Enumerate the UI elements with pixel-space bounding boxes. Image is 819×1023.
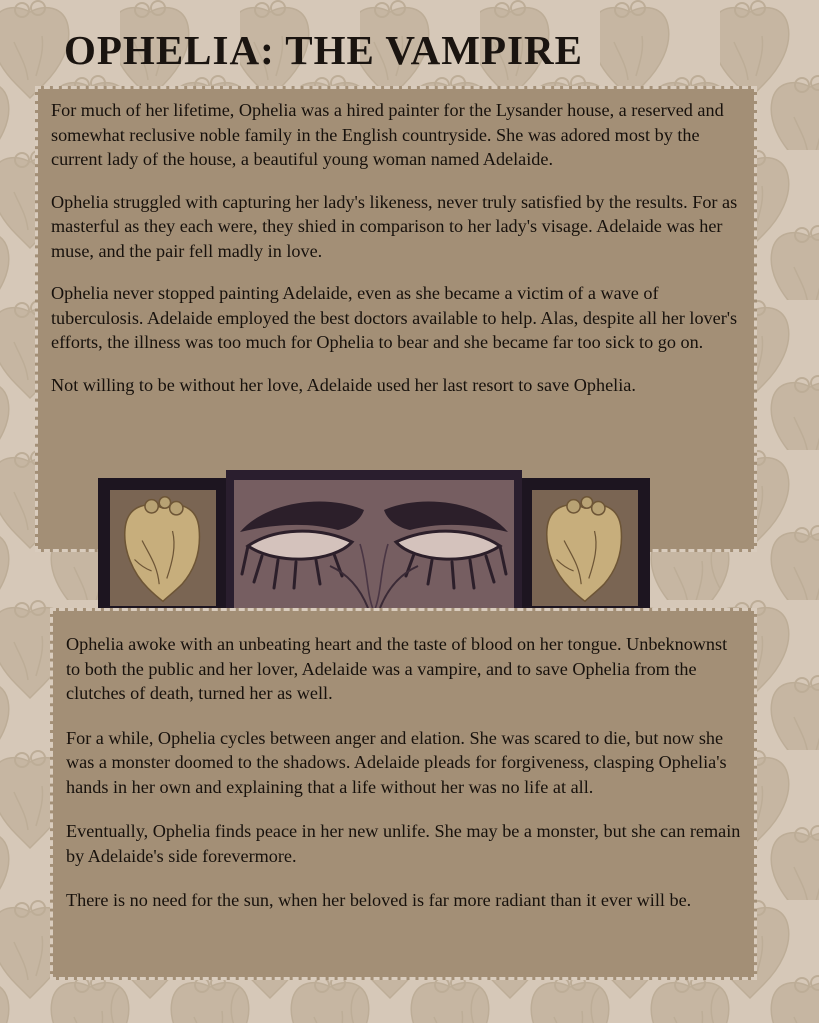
story-paragraph: There is no need for the sun, when her beloved is far more radiant than it ever will be. — [66, 890, 692, 910]
story-panel-bottom — [50, 608, 757, 980]
illustration-strip — [98, 470, 650, 622]
story-paragraph: Ophelia struggled with capturing her lady's likeness, never truly satisfied by the results. For as masterful as they each were, they shied in comparison to her lady's visage. Adelaide was her muse, and the pair fell madly in love. — [51, 191, 738, 261]
right-heart-panel — [520, 478, 650, 618]
story-paragraph: For much of her lifetime, Ophelia was a hired painter for the Lysander house, a reserved and somewhat reclusive noble family in the English countryside. She was adored most by the current lady of the house, a beautiful young woman named Adelaide. — [51, 100, 724, 169]
story-paragraph: Ophelia awoke with an unbeating heart and the taste of blood on her tongue. Unbeknownst to both the public and her lover, Adelaide was a vampire, and to save Ophelia from the clutches of death, turned her as well. — [66, 634, 728, 703]
vampire-eyes-panel — [226, 470, 522, 622]
story-paragraph: Ophelia never stopped painting Adelaide, even as she became a victim of a wave of tuberculosis. Adelaide employed the best doctors available to help. Alas, despite all her lover's efforts, the illness was too much for Ophelia to bear and she became far too sick to go on. — [51, 283, 738, 352]
story-paragraph: For a while, Ophelia cycles between anger and elation. She was scared to die, but now she was a monster doomed to the shadows. Adelaide pleads for forgiveness, clasping Ophelia's hands in her own and explaining that a life without her was no life at all. — [66, 727, 727, 797]
left-heart-panel — [98, 478, 230, 618]
story-paragraph: Eventually, Ophelia finds peace in her new unlife. She may be a monster, but she can remain by Adelaide's side forevermore. — [66, 821, 741, 866]
story-paragraph: Not willing to be without her love, Adelaide used her last resort to save Ophelia. — [51, 374, 636, 395]
page-title: OPHELIA: THE VAMPIRE — [64, 27, 583, 73]
